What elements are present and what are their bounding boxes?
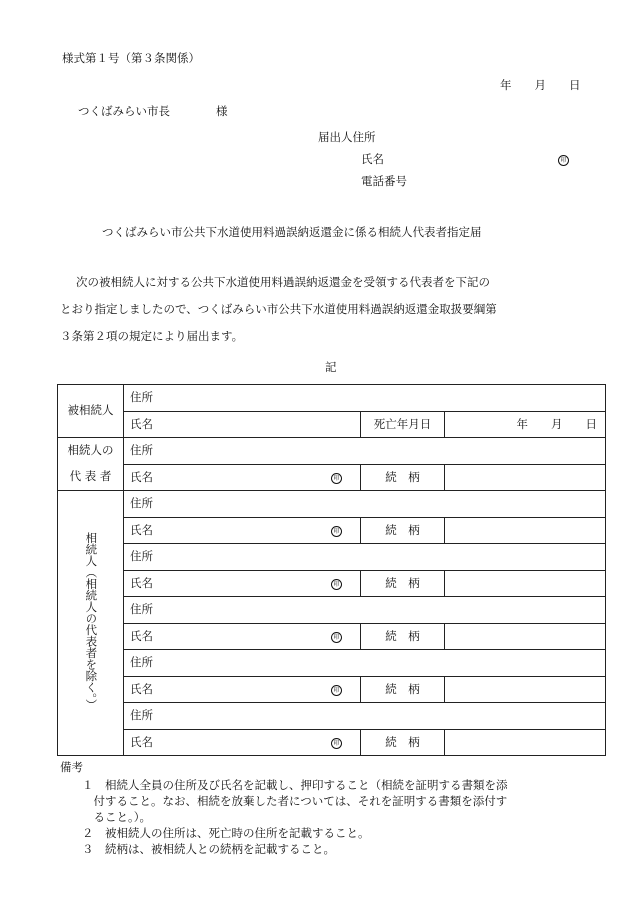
heirs-label: 相続人（相続人の代表者を除く。）: [84, 531, 99, 711]
body-line-1: 次の被相続人に対する公共下水道使用料過誤納返還金を受領する代表者を下記の: [76, 275, 490, 289]
heir-3-address-label: 住所: [124, 597, 606, 624]
applicant-phone-label: 電話番号: [361, 174, 407, 188]
note-1-line-3: ること。）。: [82, 810, 151, 824]
note-2: ２ 被相続人の住所は、死亡時の住所を記載すること。: [82, 826, 370, 840]
heir-4-relation-label: 続 柄: [361, 676, 445, 703]
heir-3-relation-value: [445, 623, 606, 650]
death-date-value: 年 月 日: [445, 411, 606, 438]
heir-2-address-label: 住所: [124, 544, 606, 571]
addressee: つくばみらい市長 様: [78, 104, 228, 118]
heir-2-relation-label: 続 柄: [361, 570, 445, 597]
representative-address-label: 住所: [124, 438, 606, 465]
heirs-table: [57, 384, 606, 756]
heir-2-relation-value: [445, 570, 606, 597]
ki-heading: 記: [325, 360, 337, 374]
representative-label-2: 代 表 者: [58, 464, 124, 491]
heir-1-relation-value: [445, 517, 606, 544]
deceased-label: 被相続人: [58, 385, 124, 438]
applicant-name-label: 氏名: [361, 152, 384, 166]
heir-1-seal-icon: 印: [331, 526, 342, 537]
deceased-name-label: 氏名: [124, 411, 361, 438]
heir-2-name-label: 氏名 印: [124, 570, 361, 597]
deceased-address-label: 住所: [124, 385, 606, 412]
note-1-line-2: 付すること。なお、相続を放棄した者については、それを証明する書類を添付す: [82, 794, 508, 808]
heir-4-seal-icon: 印: [331, 685, 342, 696]
body-line-3: ３条第２項の規定により届出ます。: [60, 329, 244, 343]
heir-1-relation-label: 続 柄: [361, 517, 445, 544]
heir-5-address-label: 住所: [124, 703, 606, 730]
representative-relation-label: 続 柄: [361, 464, 445, 491]
body-line-2: とおり指定しましたので、つくばみらい市公共下水道使用料過誤納返還金取扱要綱第: [60, 302, 497, 316]
representative-name-label: 氏名 印: [124, 464, 361, 491]
heirs-label-cell: [58, 491, 124, 756]
representative-label-1: 相続人の: [58, 438, 124, 465]
heir-4-name-label: 氏名 印: [124, 676, 361, 703]
heir-5-name-label: 氏名 印: [124, 729, 361, 756]
death-date-label: 死亡年月日: [361, 411, 445, 438]
document-title: つくばみらい市公共下水道使用料過誤納返還金に係る相続人代表者指定届: [102, 225, 482, 239]
note-1-line-1: １ 相続人全員の住所及び氏名を記載し、押印すること（相続を証明する書類を添: [82, 778, 508, 792]
heir-4-address-label: 住所: [124, 650, 606, 677]
note-3: ３ 続柄は、被相続人との続柄を記載すること。: [82, 842, 335, 856]
applicant-address-label: 届出人住所: [318, 130, 376, 144]
heir-2-seal-icon: 印: [331, 579, 342, 590]
heir-3-name-label: 氏名 印: [124, 623, 361, 650]
heir-5-seal-icon: 印: [331, 738, 342, 749]
applicant-seal-icon: 印: [558, 154, 569, 166]
notes-heading: 備考: [60, 760, 83, 774]
heir-5-relation-value: [445, 729, 606, 756]
submission-date: 年 月 日: [500, 78, 581, 92]
heir-5-relation-label: 続 柄: [361, 729, 445, 756]
representative-relation-value: [445, 464, 606, 491]
heir-1-name-label: 氏名 印: [124, 517, 361, 544]
representative-seal-icon: 印: [331, 473, 342, 484]
heir-3-seal-icon: 印: [331, 632, 342, 643]
heir-4-relation-value: [445, 676, 606, 703]
form-number: 様式第１号（第３条関係）: [62, 51, 200, 65]
heir-1-address-label: 住所: [124, 491, 606, 518]
heir-3-relation-label: 続 柄: [361, 623, 445, 650]
